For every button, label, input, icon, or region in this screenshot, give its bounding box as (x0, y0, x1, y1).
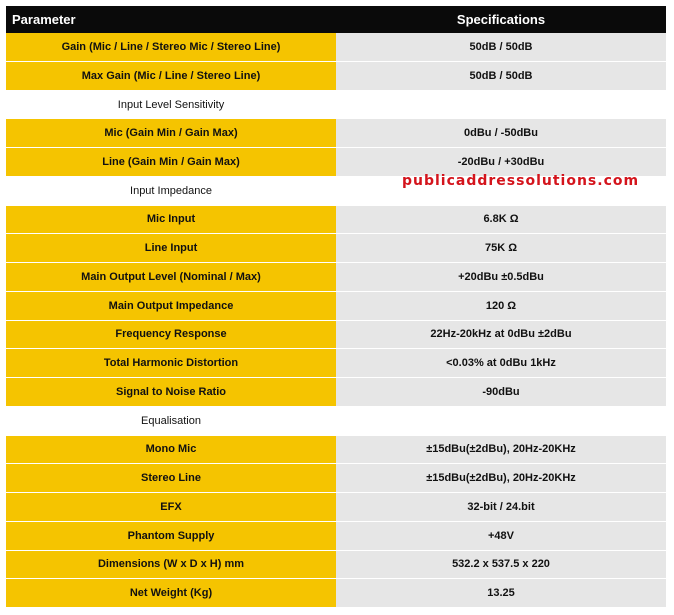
table-row (6, 263, 666, 292)
table-row (6, 234, 666, 263)
table-row (6, 349, 666, 378)
parameter-cell: Max Gain (Mic / Line / Stereo Line) (6, 62, 336, 91)
parameter-cell: Stereo Line (6, 464, 336, 493)
table-row (6, 436, 666, 465)
parameter-cell: EFX (6, 493, 336, 522)
specification-cell: 22Hz-20kHz at 0dBu ±2dBu (336, 321, 666, 350)
header-specifications: Specifications (456, 12, 546, 27)
table-row (6, 378, 666, 407)
section-label: Input Level Sensitivity (6, 91, 336, 120)
parameter-cell: Signal to Noise Ratio (6, 378, 336, 407)
parameter-cell: Total Harmonic Distortion (6, 349, 336, 378)
table-row (6, 522, 666, 551)
specification-cell: 6.8K Ω (336, 206, 666, 235)
table-body (6, 33, 666, 608)
specification-cell: 13.25 (336, 579, 666, 608)
parameter-cell: Main Output Impedance (6, 292, 336, 321)
specification-cell: 50dB / 50dB (336, 62, 666, 91)
section-label: Equalisation (6, 407, 336, 436)
parameter-cell: Line (Gain Min / Gain Max) (6, 148, 336, 177)
parameter-cell: Mono Mic (6, 436, 336, 465)
parameter-cell: Frequency Response (6, 321, 336, 350)
parameter-cell: Gain (Mic / Line / Stereo Mic / Stereo Line) (6, 33, 336, 62)
parameter-cell: Net Weight (Kg) (6, 579, 336, 608)
specification-cell: ±15dBu(±2dBu), 20Hz-20KHz (336, 464, 666, 493)
parameter-cell: Dimensions (W x D x H) mm (6, 551, 336, 580)
section-row (6, 91, 666, 120)
parameter-cell: Phantom Supply (6, 522, 336, 551)
table-row (6, 321, 666, 350)
specification-cell: 532.2 x 537.5 x 220 (336, 551, 666, 580)
table-row (6, 206, 666, 235)
parameter-cell: Mic (Gain Min / Gain Max) (6, 119, 336, 148)
specification-cell: 75K Ω (336, 234, 666, 263)
table-row (6, 551, 666, 580)
header-parameter: Parameter (12, 12, 76, 27)
specification-cell: 0dBu / -50dBu (336, 119, 666, 148)
section-row (6, 407, 666, 436)
table-row (6, 464, 666, 493)
parameter-cell: Main Output Level (Nominal / Max) (6, 263, 336, 292)
specification-cell (336, 91, 666, 120)
table-row (6, 62, 666, 91)
specification-cell: +48V (336, 522, 666, 551)
specification-cell: <0.03% at 0dBu 1kHz (336, 349, 666, 378)
table-row (6, 292, 666, 321)
parameter-cell: Mic Input (6, 206, 336, 235)
table-row (6, 119, 666, 148)
specification-cell: -20dBu / +30dBu (336, 148, 666, 177)
specification-cell: 120 Ω (336, 292, 666, 321)
table-row (6, 579, 666, 608)
parameter-cell: Line Input (6, 234, 336, 263)
specification-cell: +20dBu ±0.5dBu (336, 263, 666, 292)
specification-cell: ±15dBu(±2dBu), 20Hz-20KHz (336, 436, 666, 465)
spec-table (6, 6, 666, 608)
specification-cell (336, 407, 666, 436)
specification-cell: 50dB / 50dB (336, 33, 666, 62)
table-row (6, 33, 666, 62)
table-row (6, 493, 666, 522)
specification-cell: -90dBu (336, 378, 666, 407)
specification-cell: 32-bit / 24.bit (336, 493, 666, 522)
watermark-text: publicaddressolutions.com (402, 173, 640, 189)
table-header (6, 6, 666, 33)
section-label: Input Impedance (6, 177, 336, 206)
